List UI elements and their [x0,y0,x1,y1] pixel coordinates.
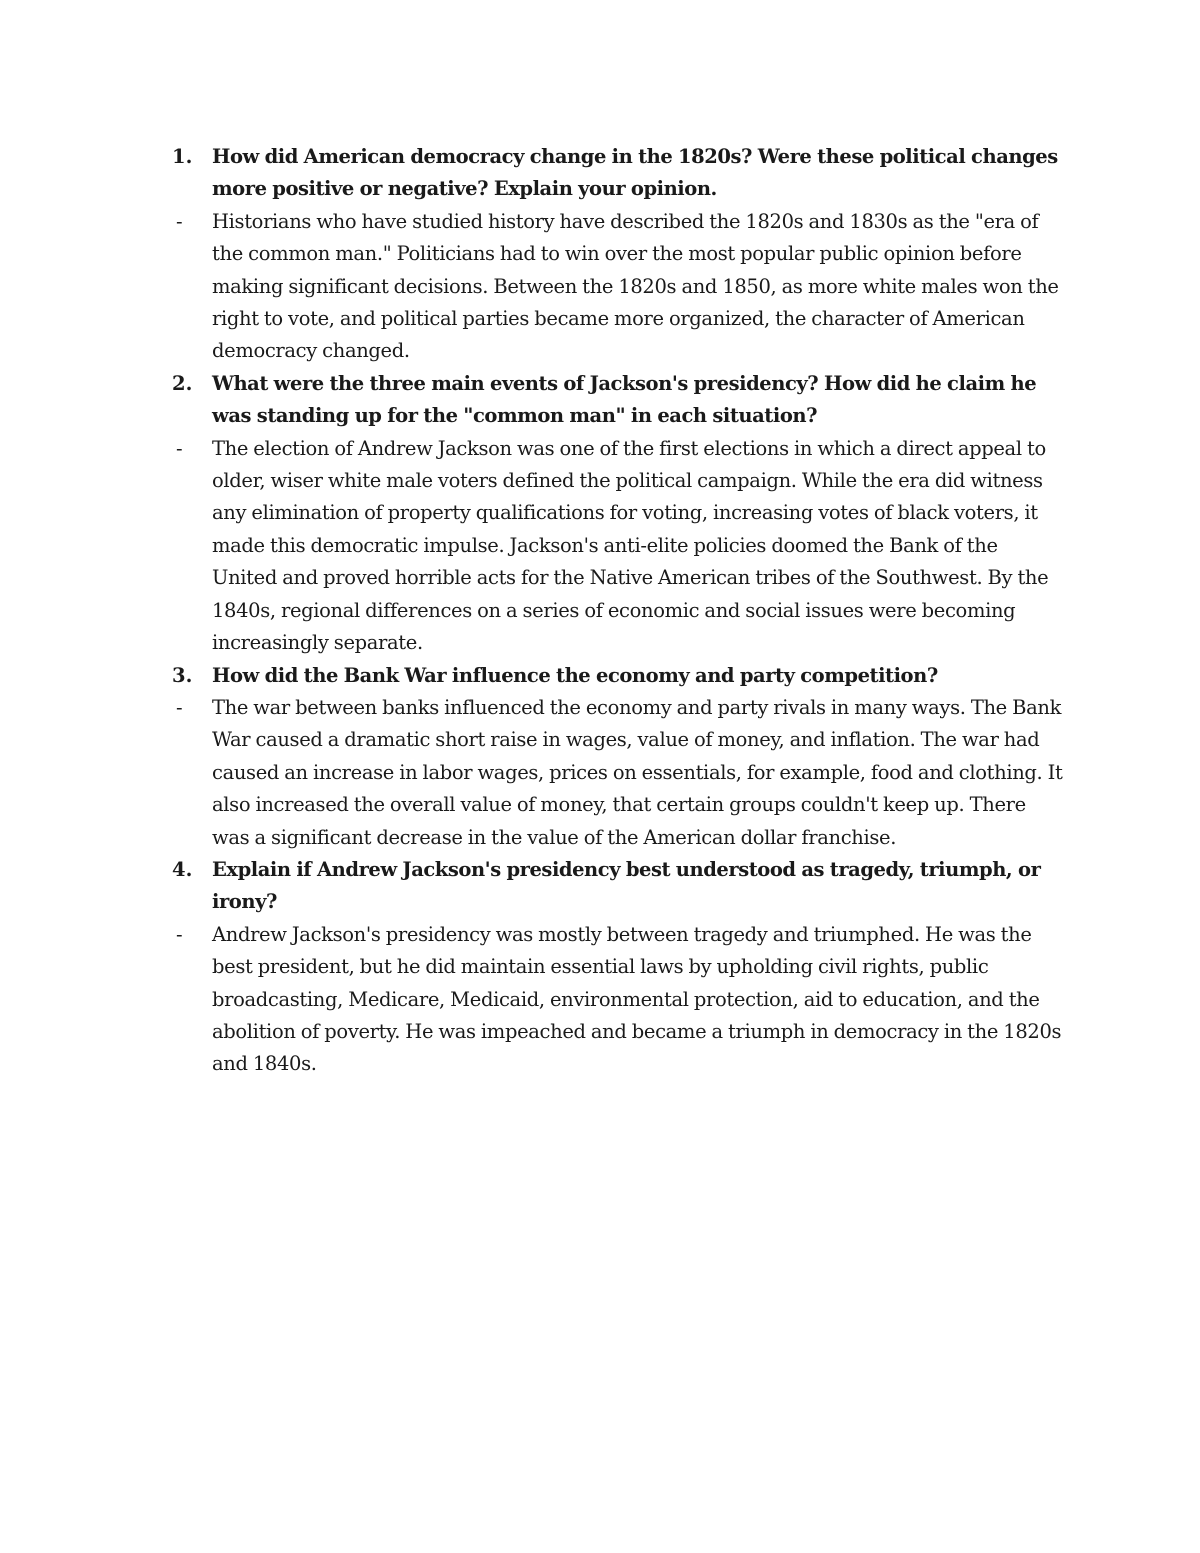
answer-bullet: - [176,436,183,460]
question-2 [172,368,1067,433]
question-text: How did American democracy change in the 1820s? Were these political changes more positive or negative? Explain your opinion. [212,145,1058,201]
answer-bullet: - [176,209,183,233]
answer-bullet: - [176,695,183,719]
question-answer-list [172,141,1067,1081]
answer-text: The war between banks influenced the economy and party rivals in many ways. The Bank War caused a dramatic short raise in wages, value of money, and inflation. The war had caused an increase in labor wages, prices on essentials, for example, food and clothing. It also increased the overall value of money, that certain groups couldn't keep up. There was a significant decrease in the value of the American dollar franchise. [212,695,1063,849]
answer-text: Andrew Jackson's presidency was mostly between tragedy and triumphed. He was the best president, but he did maintain essential laws by upholding civil rights, public broadcasting, Medicare, Medicaid, environmental protection, aid to education, and the abolition of poverty. He was impeached and became a triumph in democracy in the 1820s and 1840s. [212,922,1062,1076]
question-number: 4. [172,857,193,881]
answer-4 [172,919,1067,1081]
question-4 [172,854,1067,919]
question-number: 2. [172,371,193,395]
question-number: 3. [172,663,193,687]
question-text: What were the three main events of Jackson's presidency? How did he claim he was standing up for the "common man" in each situation? [212,371,1037,428]
answer-text: Historians who have studied history have described the 1820s and 1830s as the "era of the common man." Politicians had to win over the most popular public opinion before making significant decisions. Between the 1820s and 1850, as more white males won the right to vote, and political parties became more organized, the character of American democracy changed. [212,209,1059,363]
answer-2 [172,433,1067,660]
question-text: Explain if Andrew Jackson's presidency best understood as tragedy, triumph, or irony? [212,857,1041,914]
answer-bullet: - [176,922,183,946]
answer-text: The election of Andrew Jackson was one of the first elections in which a direct appeal to older, wiser white male voters defined the political campaign. While the era did witness any elimination of property qualifications for voting, increasing votes of black voters, it made this democratic impulse. Jackson's anti-elite policies doomed the Bank of the United and proved horrible acts for the Native American tribes of the Southwest. By the 1840s, regional differences on a series of economic and social issues were becoming increasingly separate. [212,436,1049,655]
question-text: How did the Bank War influence the economy and party competition? [212,663,938,687]
question-1 [172,141,1067,206]
question-3 [172,660,1067,692]
question-number: 1. [172,145,193,168]
answer-1 [172,206,1067,368]
answer-3 [172,692,1067,854]
